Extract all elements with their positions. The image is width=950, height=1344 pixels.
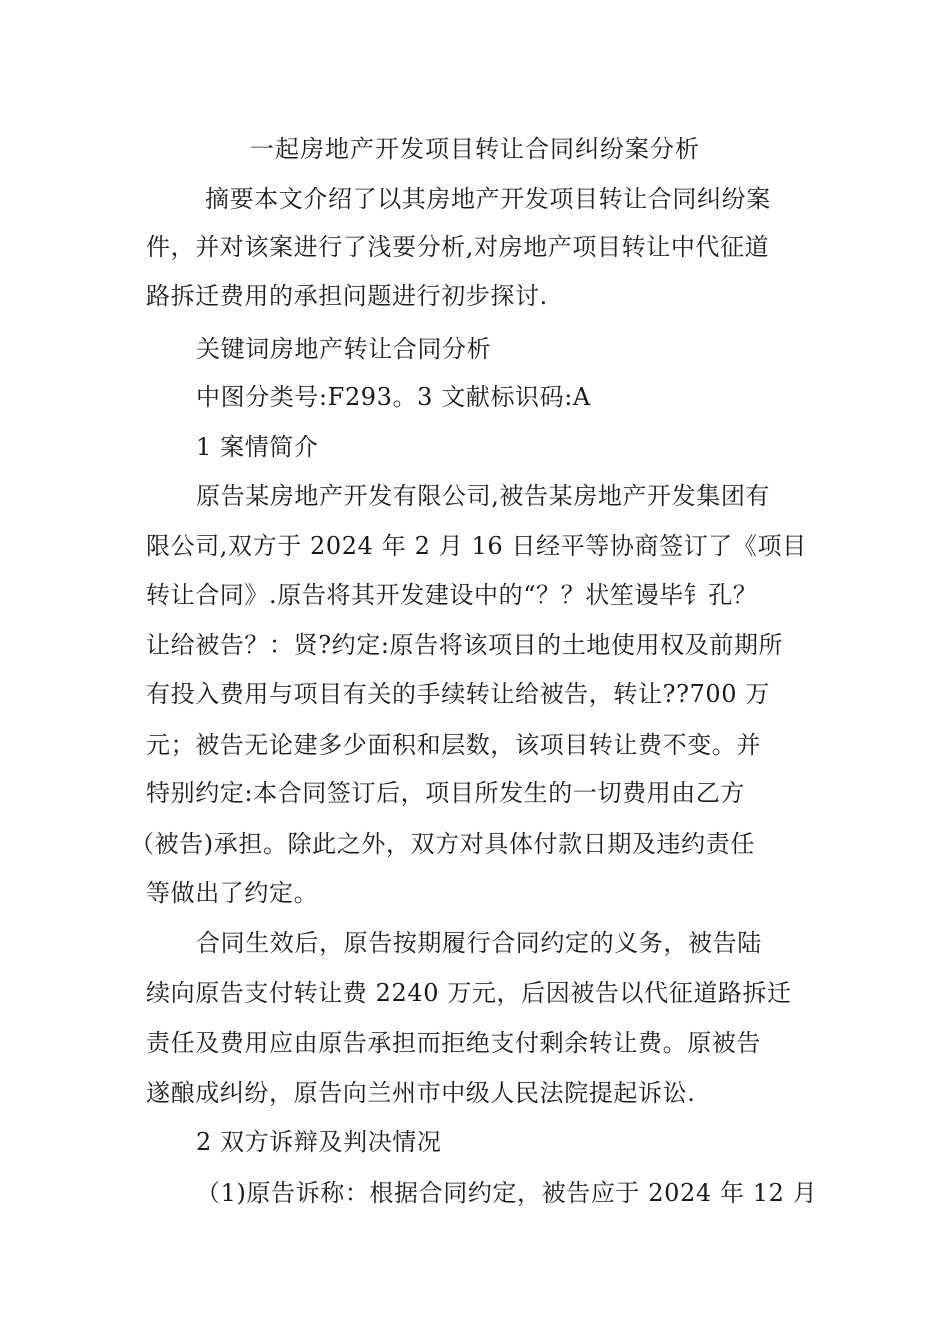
paragraph-line: 转让合同》.原告将其开发建设中的“？？状笙谩毕钅孔？ — [146, 581, 758, 609]
paragraph-line: 元；被告无论建多少面积和层数，该项目转让费不变。并 — [146, 731, 761, 759]
abstract-line-2: 件，并对该案进行了浅要分析,对房地产项目转让中代征道 — [146, 233, 770, 261]
document-title: 一起房地产开发项目转让合同纠纷案分析 — [250, 135, 700, 163]
keywords-line: 关键词房地产转让合同分析 — [196, 335, 492, 363]
classification-line: 中图分类号:F293。3 文献标识码:A — [196, 383, 591, 411]
paragraph-line: 让给被告？：贤?约定:原告将该项目的土地使用权及前期所 — [146, 631, 784, 659]
paragraph-line: 合同生效后，原告按期履行合同约定的义务，被告陆 — [196, 929, 762, 957]
paragraph-line: 原告某房地产开发有限公司,被告某房地产开发集团有 — [196, 482, 771, 510]
abstract-line-1: 摘要本文介绍了以其房地产开发项目转让合同纠纷案 — [205, 185, 771, 213]
paragraph-line: （被告)承担。除此之外，双方对具体付款日期及违约责任 — [130, 830, 755, 858]
paragraph-line: 续向原告支付转让费 2240 万元，后因被告以代征道路拆迁 — [146, 979, 792, 1007]
section-heading-2: 2 双方诉辩及判决情况 — [196, 1128, 442, 1156]
paragraph-line: 遂酿成纠纷，原告向兰州市中级人民法院提起诉讼. — [146, 1079, 696, 1107]
abstract-line-3: 路拆迁费用的承担问题进行初步探讨. — [146, 282, 548, 310]
paragraph-line: 限公司,双方于 2024 年 2 月 16 日经平等协商签订了《项目 — [146, 532, 807, 560]
paragraph-line: （1)原告诉称：根据合同约定，被告应于 2024 年 12 月 — [196, 1179, 818, 1207]
paragraph-line: 等做出了约定。 — [146, 879, 319, 907]
paragraph-line: 有投入费用与项目有关的手续转让给被告，转让??700 万 — [146, 680, 770, 708]
paragraph-line: 特别约定:本合同签订后，项目所发生的一切费用由乙方 — [146, 779, 746, 807]
paragraph-line: 责任及费用应由原告承担而拒绝支付剩余转让费。原被告 — [146, 1029, 761, 1057]
section-heading-1: 1 案情简介 — [196, 433, 319, 461]
